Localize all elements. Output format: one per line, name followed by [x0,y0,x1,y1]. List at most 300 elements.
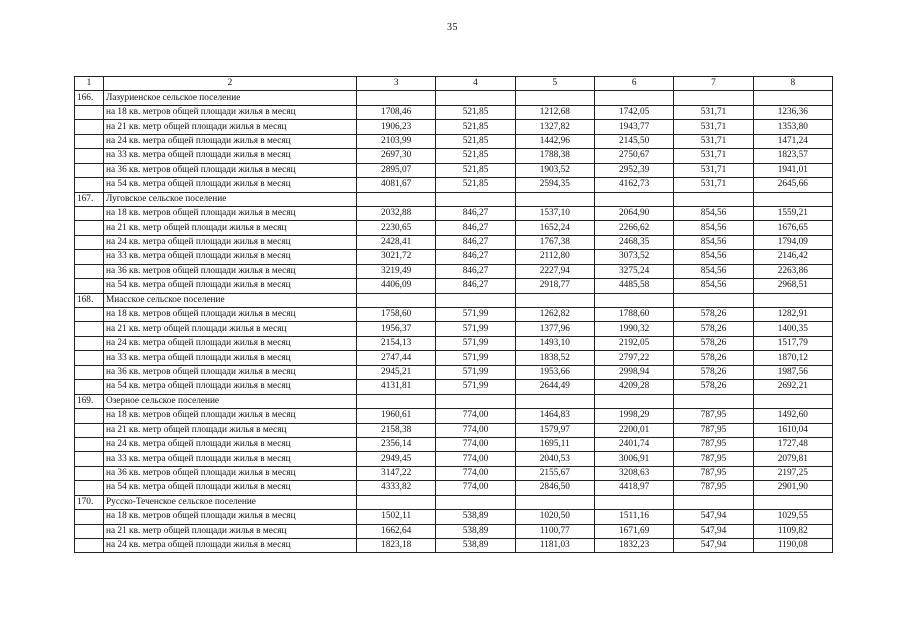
value-cell: 531,71 [674,163,753,177]
empty-cell [674,293,753,307]
header-cell: 7 [674,77,753,91]
row-label: на 33 кв. метра общей площади жилья в месяц [104,149,357,163]
value-cell: 846,27 [436,206,515,220]
value-cell: 1767,38 [515,235,594,249]
value-cell: 2266,62 [594,221,673,235]
value-cell: 2356,14 [357,437,436,451]
empty-cell [75,481,104,495]
value-cell: 787,95 [674,452,753,466]
value-cell: 2064,90 [594,206,673,220]
value-cell: 1838,52 [515,351,594,365]
empty-cell [515,91,594,105]
value-cell: 854,56 [674,279,753,293]
value-cell: 1492,60 [753,409,832,423]
row-label: на 36 кв. метров общей площади жилья в месяц [104,365,357,379]
value-cell: 4131,81 [357,380,436,394]
value-cell: 1676,65 [753,221,832,235]
table-row [75,539,833,553]
table-row [75,163,833,177]
header-cell: 2 [104,77,357,91]
value-cell: 1327,82 [515,120,594,134]
value-cell: 2227,94 [515,264,594,278]
table-row [75,279,833,293]
empty-cell [75,423,104,437]
empty-cell [515,394,594,408]
section-title: Луговское сельское поселение [104,192,357,206]
row-label: на 18 кв. метров общей площади жилья в месяц [104,409,357,423]
empty-cell [75,409,104,423]
value-cell: 787,95 [674,466,753,480]
value-cell: 2079,81 [753,452,832,466]
value-cell: 521,85 [436,134,515,148]
value-cell: 787,95 [674,437,753,451]
value-cell: 1941,01 [753,163,832,177]
empty-cell [75,452,104,466]
value-cell: 2949,45 [357,452,436,466]
value-cell: 571,99 [436,308,515,322]
value-cell: 1400,35 [753,322,832,336]
empty-cell [753,293,832,307]
value-cell: 1537,10 [515,206,594,220]
value-cell: 1870,12 [753,351,832,365]
empty-cell [75,206,104,220]
value-cell: 578,26 [674,380,753,394]
empty-cell [75,524,104,538]
value-cell: 521,85 [436,105,515,119]
table-row [75,120,833,134]
value-cell: 1794,09 [753,235,832,249]
empty-cell [357,293,436,307]
empty-cell [75,437,104,451]
row-label: на 24 кв. метра общей площади жилья в месяц [104,336,357,350]
value-cell: 774,00 [436,466,515,480]
empty-cell [436,192,515,206]
value-cell: 547,94 [674,539,753,553]
table-row [75,134,833,148]
row-label: на 24 кв. метра общей площади жилья в месяц [104,437,357,451]
empty-cell [357,495,436,509]
value-cell: 1671,69 [594,524,673,538]
value-cell: 2644,49 [515,380,594,394]
section-title: Миасское сельское поселение [104,293,357,307]
value-cell: 2918,77 [515,279,594,293]
value-cell: 787,95 [674,481,753,495]
value-cell: 1788,60 [594,308,673,322]
row-label: на 33 кв. метра общей площади жилья в месяц [104,351,357,365]
empty-cell [674,495,753,509]
value-cell: 1511,16 [594,510,673,524]
section-row [75,394,833,408]
value-cell: 4162,73 [594,178,673,192]
value-cell: 1610,04 [753,423,832,437]
value-cell: 1579,97 [515,423,594,437]
value-cell: 2230,65 [357,221,436,235]
value-cell: 2998,94 [594,365,673,379]
value-cell: 3208,63 [594,466,673,480]
row-label: на 18 кв. метров общей площади жилья в месяц [104,206,357,220]
value-cell: 1708,46 [357,105,436,119]
row-label: на 36 кв. метров общей площади жилья в месяц [104,264,357,278]
value-cell: 1742,05 [594,105,673,119]
value-cell: 2901,90 [753,481,832,495]
value-cell: 521,85 [436,163,515,177]
value-cell: 2040,53 [515,452,594,466]
table-row [75,308,833,322]
value-cell: 571,99 [436,336,515,350]
value-cell: 846,27 [436,235,515,249]
value-cell: 2197,25 [753,466,832,480]
table-row [75,221,833,235]
value-cell: 2103,99 [357,134,436,148]
value-cell: 1181,03 [515,539,594,553]
value-cell: 3147,22 [357,466,436,480]
value-cell: 521,85 [436,178,515,192]
value-cell: 578,26 [674,322,753,336]
empty-cell [594,495,673,509]
table-row [75,466,833,480]
row-label: на 21 кв. метр общей площади жилья в месяц [104,322,357,336]
empty-cell [674,192,753,206]
value-cell: 2401,74 [594,437,673,451]
value-cell: 2155,67 [515,466,594,480]
table-row [75,336,833,350]
value-cell: 571,99 [436,365,515,379]
section-title: Озерное сельское поселение [104,394,357,408]
value-cell: 1727,48 [753,437,832,451]
row-label: на 36 кв. метров общей площади жилья в месяц [104,163,357,177]
value-cell: 774,00 [436,437,515,451]
row-label: на 18 кв. метров общей площади жилья в месяц [104,308,357,322]
value-cell: 2750,67 [594,149,673,163]
row-label: на 24 кв. метра общей площади жилья в месяц [104,235,357,249]
value-cell: 531,71 [674,178,753,192]
empty-cell [753,91,832,105]
value-cell: 1832,23 [594,539,673,553]
empty-cell [436,293,515,307]
empty-cell [75,510,104,524]
value-cell: 2968,51 [753,279,832,293]
value-cell: 3219,49 [357,264,436,278]
value-cell: 1960,61 [357,409,436,423]
value-cell: 854,56 [674,264,753,278]
header-cell: 3 [357,77,436,91]
section-row [75,91,833,105]
empty-cell [594,91,673,105]
value-cell: 2263,86 [753,264,832,278]
empty-cell [75,336,104,350]
empty-cell [436,394,515,408]
value-cell: 2032,88 [357,206,436,220]
value-cell: 854,56 [674,206,753,220]
section-title: Русско-Теченское сельское поселение [104,495,357,509]
empty-cell [515,192,594,206]
section-index: 166. [75,91,104,105]
empty-cell [75,105,104,119]
empty-cell [753,394,832,408]
value-cell: 2797,22 [594,351,673,365]
value-cell: 1788,38 [515,149,594,163]
value-cell: 3006,91 [594,452,673,466]
table-row [75,105,833,119]
row-label: на 24 кв. метра общей площади жилья в месяц [104,539,357,553]
empty-cell [75,351,104,365]
value-cell: 538,89 [436,510,515,524]
value-cell: 2145,50 [594,134,673,148]
value-cell: 854,56 [674,250,753,264]
header-cell: 5 [515,77,594,91]
table-row [75,365,833,379]
section-row [75,293,833,307]
value-cell: 4081,67 [357,178,436,192]
value-cell: 4418,97 [594,481,673,495]
empty-cell [674,91,753,105]
header-cell: 1 [75,77,104,91]
table-row [75,235,833,249]
value-cell: 1353,80 [753,120,832,134]
row-label: на 33 кв. метра общей площади жилья в месяц [104,452,357,466]
table-row [75,206,833,220]
section-index: 168. [75,293,104,307]
table-row [75,149,833,163]
value-cell: 854,56 [674,235,753,249]
row-label: на 54 кв. метра общей площади жилья в месяц [104,380,357,394]
header-cell: 8 [753,77,832,91]
table-row [75,510,833,524]
value-cell: 531,71 [674,105,753,119]
value-cell: 774,00 [436,481,515,495]
value-cell: 578,26 [674,308,753,322]
table-row [75,437,833,451]
row-label: на 36 кв. метров общей площади жилья в месяц [104,466,357,480]
value-cell: 1190,08 [753,539,832,553]
value-cell: 1662,64 [357,524,436,538]
value-cell: 1652,24 [515,221,594,235]
empty-cell [75,539,104,553]
value-cell: 3275,24 [594,264,673,278]
value-cell: 1442,96 [515,134,594,148]
page-number: 35 [447,22,458,33]
value-cell: 1377,96 [515,322,594,336]
table-row [75,250,833,264]
value-cell: 2645,66 [753,178,832,192]
value-cell: 538,89 [436,539,515,553]
value-cell: 787,95 [674,423,753,437]
empty-cell [753,192,832,206]
value-cell: 2154,13 [357,336,436,350]
value-cell: 2428,41 [357,235,436,249]
table-row [75,178,833,192]
value-cell: 2200,01 [594,423,673,437]
section-index: 170. [75,495,104,509]
value-cell: 2468,35 [594,235,673,249]
empty-cell [75,308,104,322]
section-row [75,495,833,509]
value-cell: 1464,83 [515,409,594,423]
value-cell: 787,95 [674,409,753,423]
empty-cell [594,293,673,307]
empty-cell [357,91,436,105]
value-cell: 1109,82 [753,524,832,538]
value-cell: 4333,82 [357,481,436,495]
value-cell: 578,26 [674,351,753,365]
empty-cell [75,365,104,379]
value-cell: 1823,18 [357,539,436,553]
value-cell: 547,94 [674,510,753,524]
value-cell: 1695,11 [515,437,594,451]
value-cell: 1100,77 [515,524,594,538]
value-cell: 1956,37 [357,322,436,336]
value-cell: 1758,60 [357,308,436,322]
row-label: на 21 кв. метр общей площади жилья в месяц [104,120,357,134]
value-cell: 531,71 [674,149,753,163]
value-cell: 3021,72 [357,250,436,264]
table-row [75,322,833,336]
table-row [75,351,833,365]
value-cell: 2846,50 [515,481,594,495]
value-cell: 2594,35 [515,178,594,192]
value-cell: 1990,32 [594,322,673,336]
section-index: 167. [75,192,104,206]
table-body [75,77,833,553]
value-cell: 1903,52 [515,163,594,177]
value-cell: 547,94 [674,524,753,538]
value-cell: 1953,66 [515,365,594,379]
table-row [75,524,833,538]
value-cell: 1987,56 [753,365,832,379]
table-header-row [75,77,833,91]
value-cell: 774,00 [436,452,515,466]
row-label: на 18 кв. метров общей площади жилья в месяц [104,510,357,524]
value-cell: 531,71 [674,120,753,134]
empty-cell [75,466,104,480]
row-label: на 21 кв. метр общей площади жилья в месяц [104,524,357,538]
value-cell: 1493,10 [515,336,594,350]
table-row [75,481,833,495]
empty-cell [75,264,104,278]
value-cell: 1212,68 [515,105,594,119]
row-label: на 21 кв. метр общей площади жилья в месяц [104,423,357,437]
value-cell: 4209,28 [594,380,673,394]
empty-cell [75,120,104,134]
value-cell: 4485,58 [594,279,673,293]
value-cell: 1559,21 [753,206,832,220]
row-label: на 54 кв. метра общей площади жилья в месяц [104,178,357,192]
table-row [75,264,833,278]
value-cell: 2112,80 [515,250,594,264]
value-cell: 2945,21 [357,365,436,379]
empty-cell [753,495,832,509]
value-cell: 2747,44 [357,351,436,365]
value-cell: 2192,05 [594,336,673,350]
value-cell: 538,89 [436,524,515,538]
row-label: на 33 кв. метра общей площади жилья в месяц [104,250,357,264]
value-cell: 578,26 [674,365,753,379]
value-cell: 2895,07 [357,163,436,177]
header-cell: 4 [436,77,515,91]
value-cell: 521,85 [436,120,515,134]
row-label: на 21 кв. метр общей площади жилья в месяц [104,221,357,235]
section-title: Лазуриенское сельское поселение [104,91,357,105]
value-cell: 774,00 [436,409,515,423]
section-index: 169. [75,394,104,408]
value-cell: 1502,11 [357,510,436,524]
empty-cell [75,322,104,336]
empty-cell [436,495,515,509]
empty-cell [75,221,104,235]
section-row [75,192,833,206]
value-cell: 2692,21 [753,380,832,394]
value-cell: 4406,09 [357,279,436,293]
row-label: на 54 кв. метра общей площади жилья в месяц [104,279,357,293]
value-cell: 1236,36 [753,105,832,119]
row-label: на 18 кв. метров общей площади жилья в месяц [104,105,357,119]
empty-cell [594,394,673,408]
value-cell: 1998,29 [594,409,673,423]
empty-cell [515,495,594,509]
value-cell: 854,56 [674,221,753,235]
value-cell: 1262,82 [515,308,594,322]
value-cell: 521,85 [436,149,515,163]
value-cell: 1943,77 [594,120,673,134]
table-row [75,452,833,466]
value-cell: 1823,57 [753,149,832,163]
row-label: на 54 кв. метра общей площади жилья в месяц [104,481,357,495]
empty-cell [75,250,104,264]
value-cell: 2697,30 [357,149,436,163]
table-row [75,380,833,394]
empty-cell [75,134,104,148]
value-cell: 1471,24 [753,134,832,148]
value-cell: 846,27 [436,250,515,264]
empty-cell [75,279,104,293]
value-cell: 571,99 [436,380,515,394]
data-table [74,76,833,553]
empty-cell [75,380,104,394]
empty-cell [357,192,436,206]
value-cell: 1029,55 [753,510,832,524]
row-label: на 24 кв. метра общей площади жилья в месяц [104,134,357,148]
value-cell: 578,26 [674,336,753,350]
empty-cell [75,178,104,192]
value-cell: 2952,39 [594,163,673,177]
empty-cell [75,235,104,249]
value-cell: 846,27 [436,221,515,235]
empty-cell [75,149,104,163]
value-cell: 846,27 [436,279,515,293]
value-cell: 1517,79 [753,336,832,350]
value-cell: 1020,50 [515,510,594,524]
table-row [75,409,833,423]
header-cell: 6 [594,77,673,91]
value-cell: 1282,91 [753,308,832,322]
empty-cell [674,394,753,408]
table-row [75,423,833,437]
empty-cell [436,91,515,105]
empty-cell [515,293,594,307]
value-cell: 531,71 [674,134,753,148]
value-cell: 571,99 [436,322,515,336]
empty-cell [75,163,104,177]
value-cell: 2146,42 [753,250,832,264]
value-cell: 846,27 [436,264,515,278]
value-cell: 3073,52 [594,250,673,264]
value-cell: 1906,23 [357,120,436,134]
value-cell: 571,99 [436,351,515,365]
value-cell: 2158,38 [357,423,436,437]
empty-cell [594,192,673,206]
empty-cell [357,394,436,408]
value-cell: 774,00 [436,423,515,437]
